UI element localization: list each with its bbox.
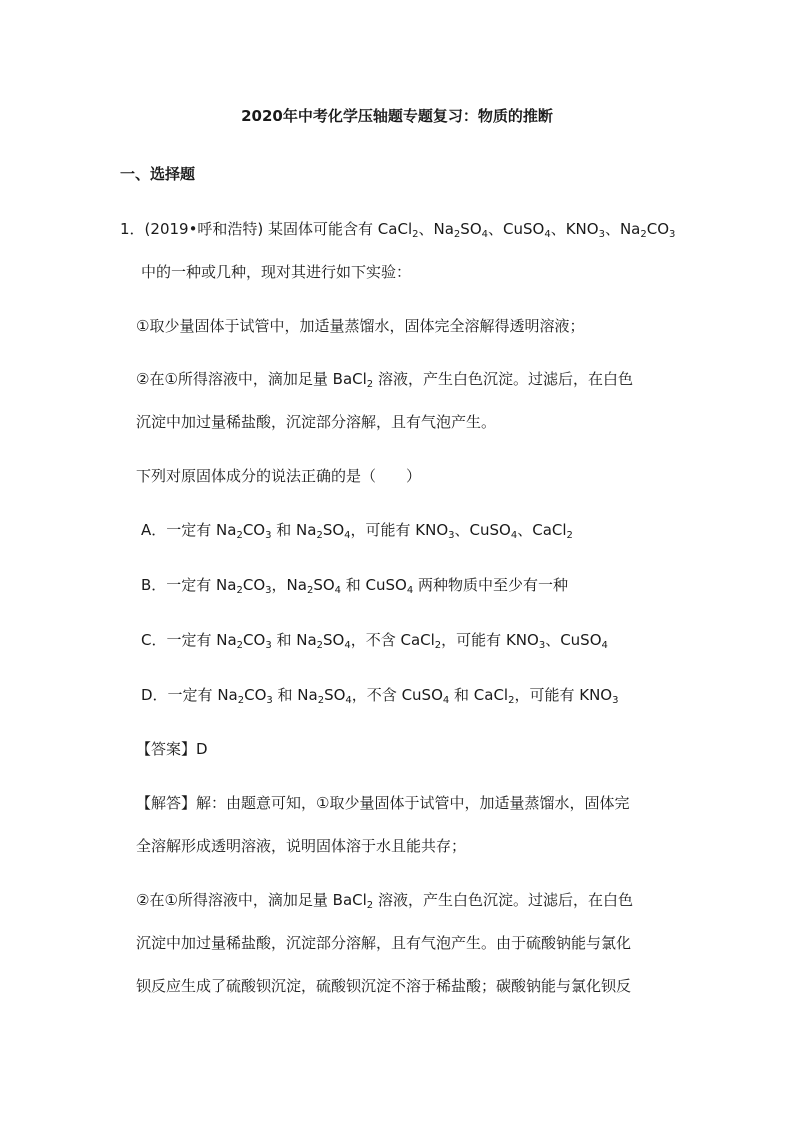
text-segment: A．一定有 Na: [141, 521, 237, 539]
text-line: [136, 316, 584, 336]
subscript: 2: [412, 229, 419, 240]
subscript: 2: [640, 229, 647, 240]
text-segment: 全溶解形成透明溶液，说明固体溶于水且能共存；: [136, 837, 467, 855]
text-segment: 和 Na: [271, 631, 317, 649]
subscript: 3: [265, 640, 272, 651]
subscript: 3: [265, 530, 272, 541]
text-segment: 钡反应生成了硫酸钡沉淀，硫酸钡沉淀不溶于稀盐酸；碳酸钠能与氯化钡反: [136, 977, 632, 995]
text-segment: D．一定有 Na: [141, 686, 238, 704]
text-line: [136, 976, 631, 996]
text-segment: 、KNO: [550, 220, 599, 238]
text-line: [136, 836, 466, 856]
subscript: 2: [566, 530, 573, 541]
subscript: 2: [317, 695, 325, 706]
text-segment: SO: [324, 686, 346, 704]
text-segment: SO: [460, 220, 482, 238]
subscript: 2: [366, 900, 374, 911]
text-segment: SO: [322, 521, 345, 539]
text-segment: 和 Na: [272, 686, 318, 704]
text-segment: 中的一种或几种，现对其进行如下实验：: [141, 263, 412, 281]
subscript: 3: [266, 695, 273, 706]
subscript: 2: [453, 229, 461, 240]
subscript: 3: [448, 530, 455, 541]
subscript: 4: [345, 695, 352, 706]
subscript: 2: [508, 695, 515, 706]
text-segment: 下列对原固体成分的说法正确的是（ ）: [136, 467, 422, 485]
text-line: [136, 369, 633, 389]
text-segment: CO: [242, 521, 266, 539]
subscript: 2: [236, 640, 244, 651]
text-segment: SO: [313, 576, 335, 594]
text-line: [136, 739, 208, 759]
subscript: 4: [406, 585, 414, 596]
subscript: 3: [669, 229, 676, 240]
subscript: 3: [538, 640, 546, 651]
subscript: 2: [316, 640, 324, 651]
text-segment: 和 CuSO: [341, 576, 407, 594]
text-segment: ①取少量固体于试管中，加适量蒸馏水，固体完全溶解得透明溶液；: [136, 317, 585, 335]
subscript: 2: [434, 640, 442, 651]
text-segment: 沉淀中加过量稀盐酸，沉淀部分溶解，且有气泡产生。: [136, 413, 497, 431]
subscript: 4: [442, 695, 450, 706]
text-segment: 、CuSO: [454, 521, 511, 539]
subscript: 2: [316, 530, 323, 541]
text-line: [141, 630, 608, 650]
subscript: 4: [334, 585, 342, 596]
document-title: 2020年中考化学压轴题专题复习：物质的推断: [241, 107, 553, 125]
text-segment: 和 CaCl: [449, 686, 509, 704]
subscript: 2: [236, 585, 243, 596]
text-segment: 溶液，产生白色沉淀。过滤后，在白色: [373, 891, 633, 909]
text-segment: 、Na: [418, 220, 454, 238]
subscript: 3: [612, 695, 619, 706]
text-segment: CO: [646, 220, 670, 238]
text-segment: 溶液，产生白色沉淀。过滤后，在白色: [373, 370, 633, 388]
text-line: [136, 412, 496, 432]
subscript: 3: [598, 229, 605, 240]
text-segment: ②在①所得溶液中，滴加足量 BaCl: [136, 891, 367, 909]
text-segment: CO: [244, 686, 267, 704]
text-segment: 和 Na: [271, 521, 317, 539]
text-line: [141, 520, 573, 540]
text-segment: 沉淀中加过量稀盐酸，沉淀部分溶解，且有气泡产生。由于硫酸钠能与氯化: [136, 934, 632, 952]
text-segment: CO: [243, 631, 266, 649]
text-segment: 、CaCl: [517, 521, 567, 539]
text-segment: CO: [242, 576, 266, 594]
subscript: 2: [306, 585, 314, 596]
text-segment: 【答案】D: [136, 740, 208, 758]
text-line: [141, 685, 618, 705]
text-segment: ，可能有 KNO: [441, 631, 539, 649]
text-segment: ，可能有 KNO: [514, 686, 613, 704]
subscript: 2: [366, 379, 374, 390]
text-segment: 、CuSO: [488, 220, 545, 238]
text-line: [141, 575, 568, 595]
subscript: 3: [265, 585, 272, 596]
subscript: 4: [344, 640, 351, 651]
text-line: [136, 793, 629, 813]
text-segment: 【解答】解：由题意可知，①取少量固体于试管中，加适量蒸馏水，固体完: [136, 794, 630, 812]
text-line: [136, 890, 633, 910]
text-segment: ，不含 CuSO: [351, 686, 443, 704]
text-segment: 两种物质中至少有一种: [413, 576, 569, 594]
text-segment: 、CuSO: [545, 631, 602, 649]
section-heading: 一、选择题: [120, 165, 196, 183]
subscript: 2: [237, 695, 245, 706]
text-segment: ②在①所得溶液中，滴加足量 BaCl: [136, 370, 367, 388]
text-line: [120, 219, 675, 239]
text-segment: C．一定有 Na: [141, 631, 237, 649]
subscript: 4: [510, 530, 518, 541]
text-line: [141, 262, 411, 282]
subscript: 4: [601, 640, 608, 651]
subscript: 4: [544, 229, 551, 240]
text-segment: ，不含 CaCl: [350, 631, 435, 649]
subscript: 4: [481, 229, 488, 240]
text-line: [136, 466, 421, 486]
text-segment: 1．(2019•呼和浩特) 某固体可能含有 CaCl: [120, 220, 413, 238]
subscript: 2: [236, 530, 243, 541]
text-segment: SO: [323, 631, 345, 649]
text-segment: B．一定有 Na: [141, 576, 237, 594]
subscript: 4: [344, 530, 351, 541]
text-segment: ，可能有 KNO: [350, 521, 449, 539]
text-line: [136, 933, 631, 953]
text-segment: ，Na: [271, 576, 307, 594]
text-segment: 、Na: [604, 220, 641, 238]
